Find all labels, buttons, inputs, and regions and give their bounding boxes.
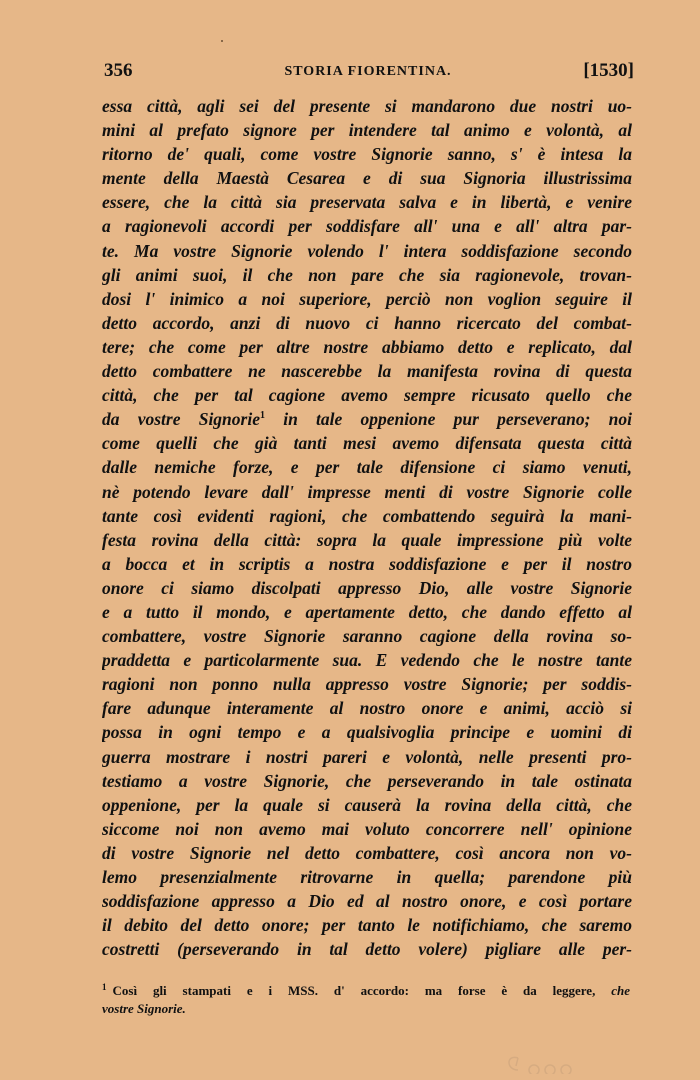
text-line: di vostre Signorie nel detto combattere, così ancora non vo- — [102, 842, 632, 863]
text-line: essa città, agli sei del presente si mandarono due nostri uo- — [102, 96, 632, 116]
text-line: guerra mostrare i nostri pareri e volontà, nelle presenti pro- — [102, 746, 632, 767]
footnote-marker: 1 — [102, 982, 107, 992]
text-line: praddetta e particolarmente sua. E vedendo che le nostre tante — [102, 650, 632, 671]
body-text — [102, 94, 632, 961]
text-line: detto accordo, anzi di nuovo ci hanno ricercato del combat- — [102, 312, 632, 333]
text-line: dosi l' inimico a noi superiore, perciò non voglion seguire il — [102, 288, 632, 309]
text-line: a bocca et in scriptis a nostra soddisfazione e per il nostro — [102, 553, 632, 574]
footnote-reference: 1 — [259, 410, 265, 422]
text-line: onore ci siamo discolpati appresso Dio, alle vostre Signorie — [102, 577, 632, 598]
text-line: combattere, vostre Signorie saranno cagione della rovina so- — [102, 626, 632, 647]
text-line: a ragionevoli accordi per soddisfare all' una e all' altra par- — [102, 216, 632, 237]
text-line-with-footnote — [102, 407, 632, 431]
text-line: oppenione, per la quale si causerà la rovina della città, che — [102, 794, 632, 815]
text-line: ragioni non ponno nulla appresso vostre Signorie; per soddis- — [102, 674, 632, 695]
year-tag: [1530] — [583, 60, 634, 81]
footnote-italic-line: vostre Signorie. — [102, 1001, 186, 1016]
footnote — [102, 978, 630, 1018]
text-line: possa in ogni tempo e a qualsivoglia principe e uomini di — [102, 722, 632, 743]
text-line: nè potendo levare dall' impresse menti di vostre Signorie colle — [102, 481, 632, 502]
text-line: lemo presenzialmente ritrovarne in quella; parendone più — [102, 867, 632, 887]
text-line: festa rovina della città: sopra la quale impressione più volte — [102, 529, 632, 550]
text-line: mini al prefato signore per intendere tal animo e volontà, al — [102, 120, 632, 141]
text-line: tante così evidenti ragioni, che combattendo seguirà la mani- — [102, 505, 632, 526]
page-number: 356 — [104, 60, 133, 81]
footnote-line — [102, 978, 630, 1000]
watermark-logo — [502, 1056, 582, 1074]
text-line: costretti (perseverando in tal detto volere) pigliare alle per- — [102, 939, 632, 960]
page-header — [104, 58, 632, 90]
text-line: e a tutto il mondo, e apertamente detto, che dando effetto al — [102, 601, 632, 622]
ink-speck — [221, 40, 223, 42]
text-line: gli animi suoi, il che non pare che sia ragionevole, trovan- — [102, 264, 632, 285]
footnote-text: Così gli stampati e i MSS. d' accordo: ma forse è da leggere, — [112, 983, 596, 998]
text-line: soddisfazione appresso a Dio ed al nostro onore, e così portare — [102, 891, 632, 912]
text-fragment: da vostre Signorie — [102, 409, 260, 430]
text-line: te. Ma vostre Signorie volendo l' intera soddisfazione secondo — [102, 240, 632, 261]
text-line: mente della Maestà Cesarea e di sua Signoria illustrissima — [102, 168, 632, 189]
text-fragment: in tale oppenione pur perseverano; noi — [283, 409, 632, 430]
text-line: tere; che come per altre nostre abbiamo detto e replicato, dal — [102, 336, 632, 357]
text-line: testiamo a vostre Signorie, che perseverando in tale ostinata — [102, 770, 632, 791]
text-line: fare adunque interamente al nostro onore e animi, acciò si — [102, 698, 632, 719]
text-line: ritorno de' quali, come vostre Signorie sanno, s' è intesa la — [102, 144, 632, 165]
text-line: dalle nemiche forze, e per tale difensione ci siamo venuti, — [102, 457, 632, 478]
text-line: detto combattere ne nascerebbe la manifesta rovina di questa — [102, 361, 632, 382]
text-line: il debito del detto onore; per tanto le notifichiamo, che saremo — [102, 915, 632, 936]
text-line: città, che per tal cagione avemo sempre ricusato quello che — [102, 385, 632, 406]
scan-watermark — [502, 1052, 582, 1070]
footnote-italic-text: che — [611, 983, 630, 998]
text-line: essere, che la città sia preservata salva e in libertà, e venire — [102, 192, 632, 213]
running-title: STORIA FIORENTINA. — [284, 64, 452, 79]
text-line: siccome noi non avemo mai voluto concorrere nell' opinione — [102, 818, 632, 839]
text-line: come quelli che già tanti mesi avemo difensata questa città — [102, 433, 632, 454]
